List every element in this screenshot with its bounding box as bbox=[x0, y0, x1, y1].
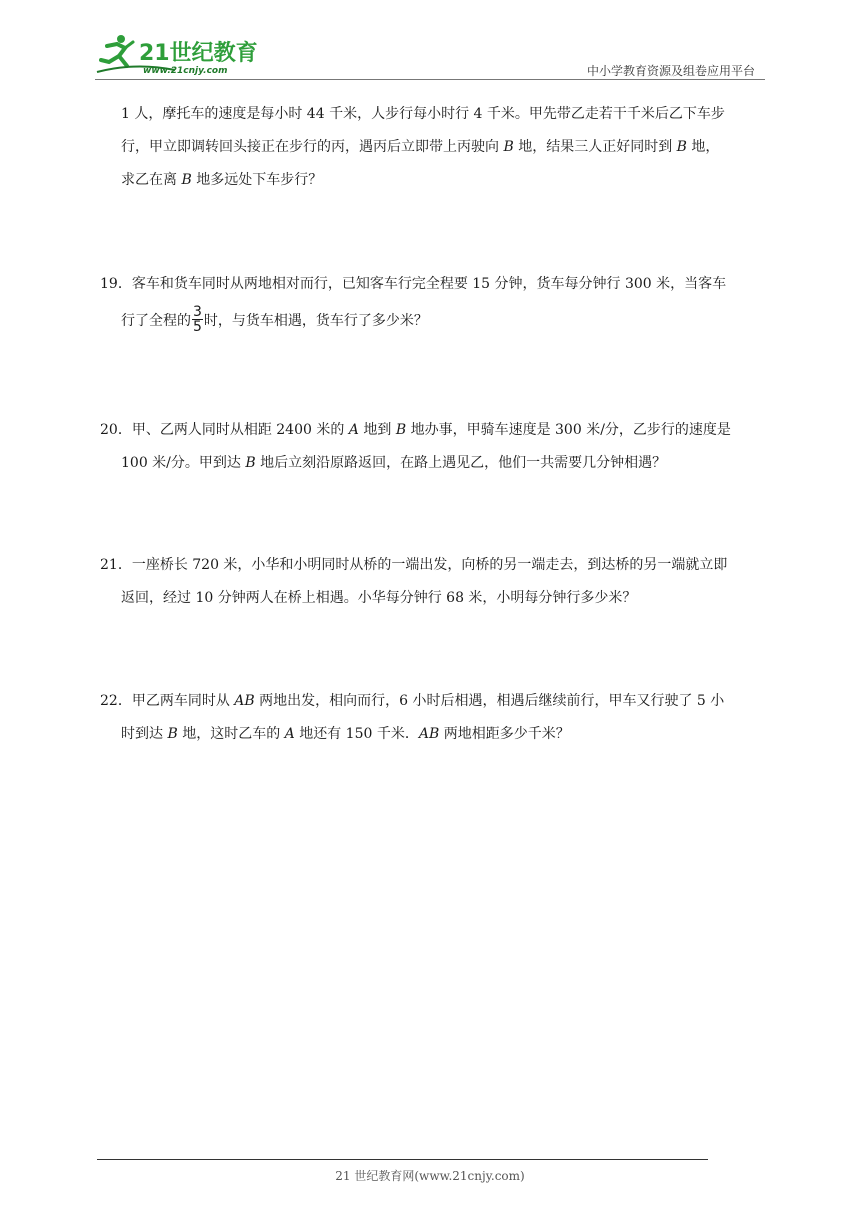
p22-line2: 时到达 B 地，这时乙车的 A 地还有 150 千米．AB 两地相距多少千米？ bbox=[121, 726, 570, 742]
p19-line1: 19．客车和货车同时从两地相对而行，已知客车行完全程要 15 分钟，货车每分钟行 300 米，当客车 bbox=[100, 276, 727, 292]
problem-18 bbox=[100, 98, 765, 197]
problem-20 bbox=[100, 414, 765, 480]
svg-text:www.21cnjy.com: www.21cnjy.com bbox=[143, 66, 228, 76]
problem-21 bbox=[100, 549, 765, 615]
p22-line1: 22．甲乙两车同时从 AB 两地出发，相向而行，6 小时后相遇，相遇后继续前行，甲车又行驶了 5 小 bbox=[100, 693, 725, 709]
p21-line1: 21．一座桥长 720 米，小华和小明同时从桥的一端出发，向桥的另一端走去，到达桥的另一端就立即 bbox=[100, 557, 728, 573]
problem-22 bbox=[100, 685, 765, 751]
p18-line2: 行，甲立即调转回头接正在步行的丙，遇丙后立即带上丙驶向 B 地，结果三人正好同时到 B 地， bbox=[121, 139, 720, 155]
header-divider bbox=[95, 79, 765, 80]
p19-line2: 行了全程的 $\frac{3}{5}$ 时，与货车相遇，货车行了多少米？ bbox=[121, 303, 428, 335]
p21-line2: 返回，经过 10 分钟两人在桥上相遇。小华每分钟行 68 米，小明每分钟行多少米？ bbox=[121, 590, 637, 606]
fraction-three-fifths: $\frac{3}{5}$ bbox=[193, 303, 202, 335]
logo-21cnjy bbox=[95, 32, 265, 76]
page-footer: 21 世纪教育网(www.21cnjy.com) bbox=[335, 1169, 525, 1183]
page-header bbox=[95, 32, 765, 78]
platform-name: 中小学教育资源及组卷应用平台 bbox=[586, 64, 755, 78]
p18-line3: 求乙在离 B 地多远处下车步行？ bbox=[121, 172, 323, 188]
p20-line2: 100 米/分。甲到达 B 地后立刻沿原路返回，在路上遇见乙，他们一共需要几分钟相遇？ bbox=[121, 455, 667, 471]
p18-line1: 1 人，摩托车的速度是每小时 44 千米，人步行每小时行 4 千米。甲先带乙走若干千米后乙下车步 bbox=[121, 106, 725, 122]
svg-text:21世纪教育: 21世纪教育 bbox=[139, 41, 258, 66]
p20-line1: 20．甲、乙两人同时从相距 2400 米的 A 地到 B 地办事，甲骑车速度是 300 米/分，乙步行的速度是 bbox=[100, 422, 731, 438]
footer-divider bbox=[97, 1159, 708, 1160]
problem-19 bbox=[100, 268, 765, 338]
